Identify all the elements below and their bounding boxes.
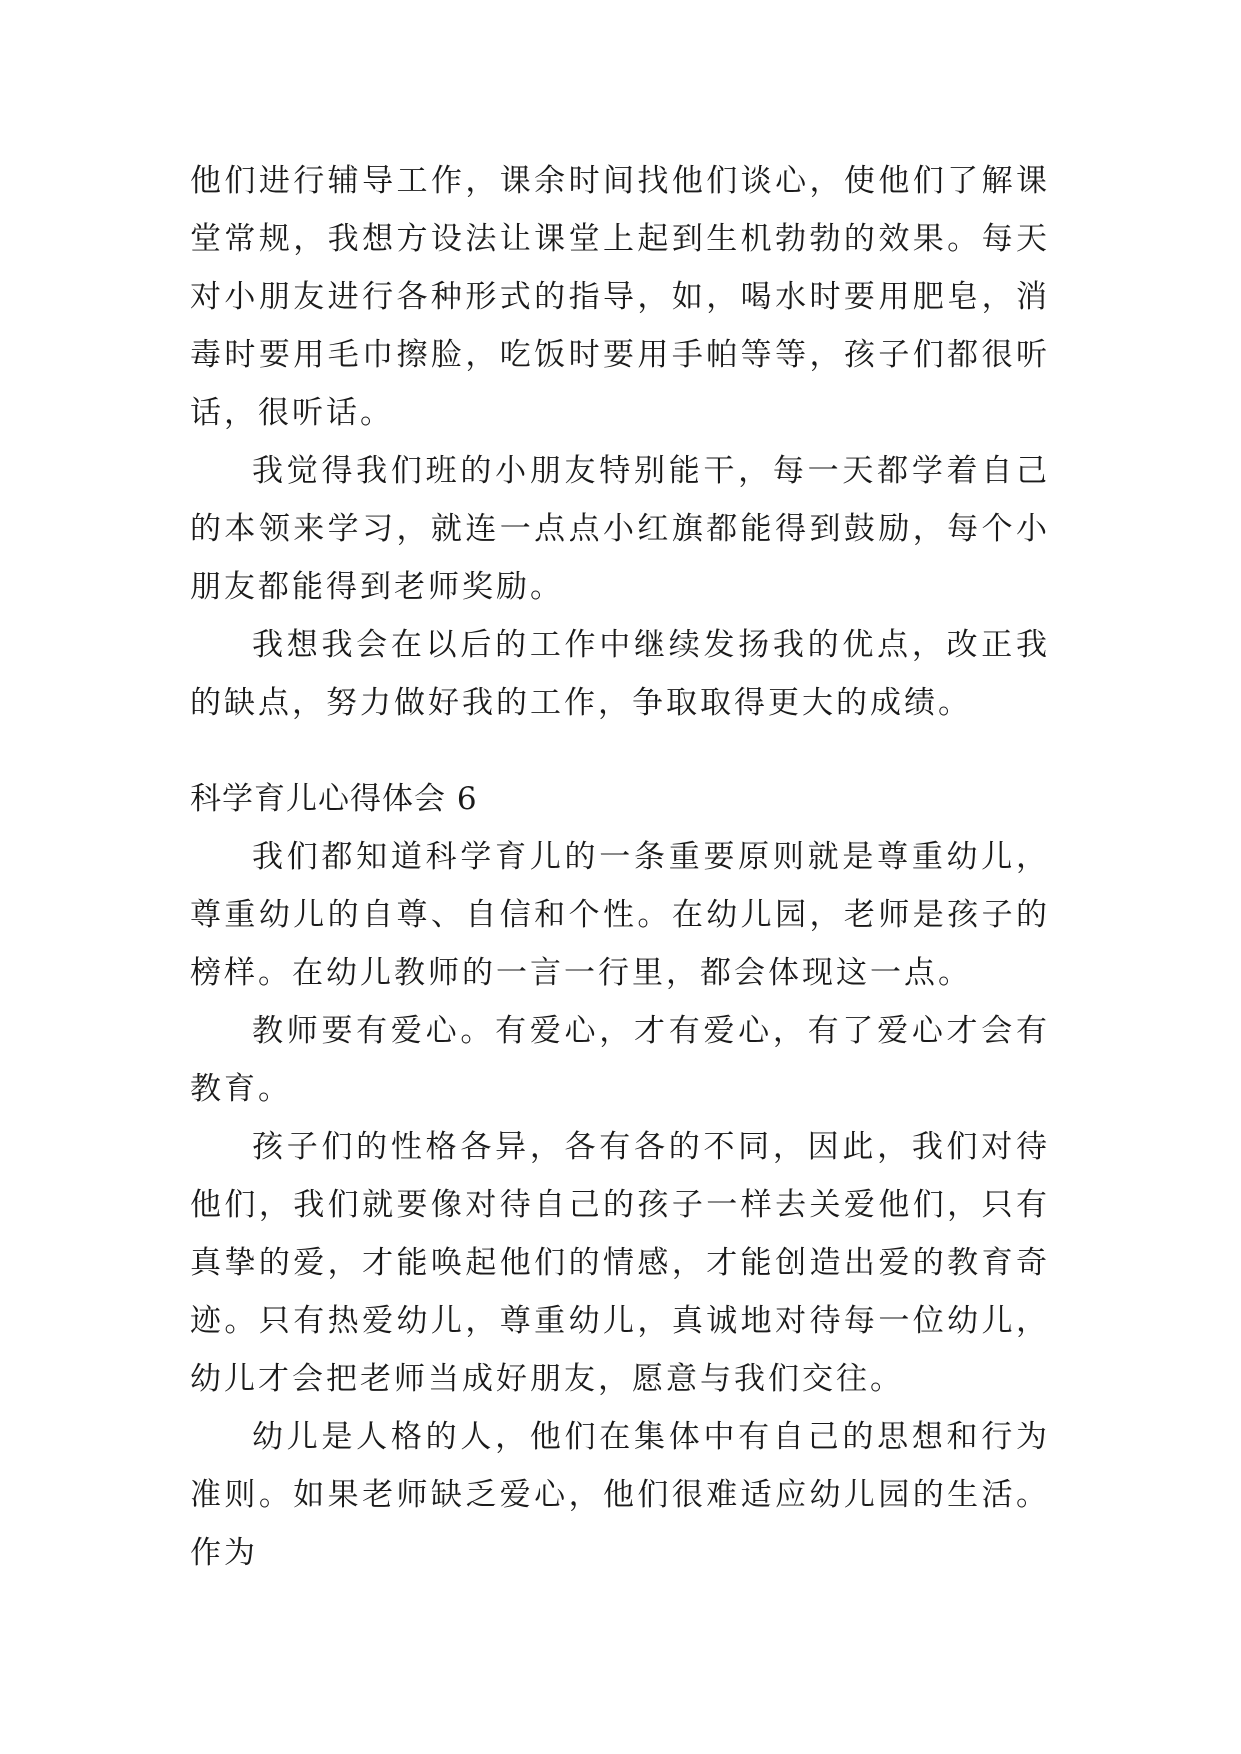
paragraph: 幼儿是人格的人，他们在集体中有自己的思想和行为准则。如果老师缺乏爱心，他们很难适应幼儿园的生活。作为 <box>190 1419 1050 1571</box>
paragraph-continued: 他们进行辅导工作，课余时间找他们谈心，使他们了解课堂常规，我想方设法让课堂上起到生机勃勃的效果。每天对小朋友进行各种形式的指导，如，喝水时要用肥皂，消毒时要用毛巾擦脸，吃饭时要用手帕等等，孩子们都很听话，很听话。 <box>190 163 1050 431</box>
paragraph: 教师要有爱心。有爱心，才有爱心，有了爱心才会有教育。 <box>190 1013 1050 1107</box>
section-heading: 科学育儿心得体会 6 <box>190 781 478 817</box>
paragraph: 孩子们的性格各异，各有各的不同，因此，我们对待他们，我们就要像对待自己的孩子一样去关爱他们，只有真挚的爱，才能唤起他们的情感，才能创造出爱的教育奇迹。只有热爱幼儿，尊重幼儿，真诚地对待每一位幼儿，幼儿才会把老师当成好朋友，愿意与我们交往。 <box>190 1129 1050 1397</box>
section-two-body <box>190 828 1050 1582</box>
paragraph: 我们都知道科学育儿的一条重要原则就是尊重幼儿，尊重幼儿的自尊、自信和个性。在幼儿园，老师是孩子的榜样。在幼儿教师的一言一行里，都会体现这一点。 <box>190 839 1050 991</box>
paragraph: 我觉得我们班的小朋友特别能干，每一天都学着自己的本领来学习，就连一点点小红旗都能得到鼓励，每个小朋友都能得到老师奖励。 <box>190 453 1050 605</box>
paragraph: 我想我会在以后的工作中继续发扬我的优点，改正我的缺点，努力做好我的工作，争取取得更大的成绩。 <box>190 627 1050 721</box>
section-one-body <box>190 152 1050 732</box>
